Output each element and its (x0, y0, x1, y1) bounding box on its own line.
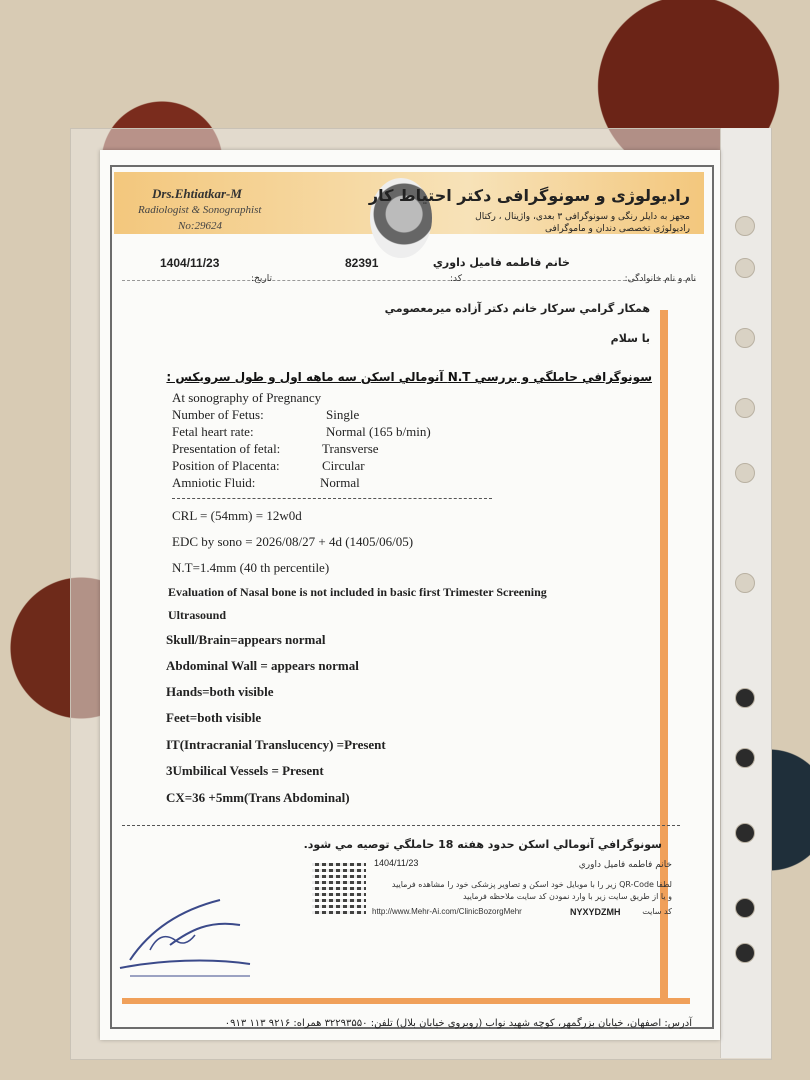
doctor-title-latin: Radiologist & Sonographist (138, 204, 262, 216)
patient-code: 82391 (345, 256, 379, 270)
clinic-title-persian: رادیولوژی و سونوگرافی دکتر احتیاط کار (368, 186, 690, 205)
report-paper (100, 150, 720, 1040)
punch-hole (735, 258, 755, 278)
footer-bar (122, 998, 690, 1004)
qr-patient-name: خانم فاطمه فامیل داوري (578, 860, 672, 870)
punch-hole (735, 823, 755, 843)
punch-hole (735, 898, 755, 918)
code-label: کد: (449, 274, 462, 284)
site-code-label: کد سایت (642, 907, 672, 916)
hands-finding: Hands=both visible (166, 684, 274, 699)
info-dotted-line (122, 280, 696, 281)
doctor-license-number: No:29624 (178, 220, 222, 232)
clinic-services-line1: مجهز به دایلر رنگی و سونوگرافی ۳ بعدی، واژینال ، رکتال (475, 212, 690, 222)
salutation: با سلام (610, 332, 650, 345)
punch-hole (735, 398, 755, 418)
fetus-value: Single (326, 407, 360, 422)
qr-date: 1404/11/23 (374, 858, 419, 868)
punch-hole (735, 573, 755, 593)
fluid-value: Normal (320, 475, 360, 490)
recommendation: سونوگرافي آنومالي اسکن حدود هفته 18 حاملگي توصیه مي شود. (303, 838, 662, 851)
placenta-value: Circular (322, 458, 365, 473)
site-code: NYXYDZMH (570, 907, 621, 917)
findings-heading: At sonography of Pregnancy (172, 390, 322, 405)
clinic-services-line2: رادیولوژی تخصصی دندان و ماموگرافی (545, 224, 690, 234)
qr-instructions-1: لطفا QR-Code زیر را با موبایل خود اسکن و تصاویر پزشکی خود را مشاهده فرمایید (391, 880, 672, 889)
fhr-label: Fetal heart rate: (172, 424, 254, 439)
nt-line: N.T=1.4mm (40 th percentile) (172, 560, 330, 575)
fhr-value: Normal (165 b/min) (326, 424, 431, 439)
skull-finding: Skull/Brain=appears normal (166, 632, 326, 647)
nasal-bone-note: Evaluation of Nasal bone is not included in basic first Trimester Screening (168, 585, 547, 599)
feet-finding: Feet=both visible (166, 710, 262, 725)
vessels-finding: 3Umbilical Vessels = Present (166, 763, 324, 778)
punch-hole (735, 328, 755, 348)
referring-doctor: همکار گرامي سرکار خانم دکتر آزاده میرمعصومي (384, 302, 650, 315)
report-title: سونوگرافي حاملگي و بررسي N.T آنومالي اسکن سه ماهه اول و طول سرويکس : (166, 370, 652, 384)
patient-name: خانم فاطمه فامیل داوري (432, 256, 570, 269)
crl-line: CRL = (54mm) = 12w0d (172, 508, 302, 523)
qr-code (312, 860, 366, 914)
punch-hole (735, 688, 755, 708)
presentation-label: Presentation of fetal: (172, 441, 281, 456)
name-label: نام و نام خانوادگی: (624, 274, 696, 284)
doctor-name-latin: Drs.Ehtiatkar-M (152, 186, 242, 201)
punch-hole (735, 216, 755, 236)
presentation-value: Transverse (322, 441, 379, 456)
ultrasound-label: Ultrasound (168, 608, 227, 622)
results-url[interactable]: http://www.Mehr-Ai.com/ClinicBozorgMehr (372, 907, 522, 916)
report-date: 1404/11/23 (160, 256, 220, 270)
findings-separator (172, 498, 492, 499)
punch-hole (735, 943, 755, 963)
edc-line: EDC by sono = 2026/08/27 + 4d (1405/06/05) (172, 534, 414, 549)
punch-strip (720, 128, 771, 1058)
clinic-address: آدرس: اصفهان، خیابان بزرگمهر، کوچه شهید نواب (روبروی خیابان بلال) تلفن: ۳۲۲۹۳۵۵۰ همراه: ۹۲۱۶ ۱۱۳ ۰۹۱۳ (224, 1018, 692, 1029)
fetus-label: Number of Fetus: (172, 407, 264, 422)
doctor-signature-stamp (110, 890, 260, 980)
fluid-label: Amniotic Fluid: (172, 475, 256, 490)
bottom-separator (122, 825, 680, 826)
abdominal-finding: Abdominal Wall = appears normal (166, 658, 359, 673)
cx-finding: CX=36 +5mm(Trans Abdominal) (166, 790, 350, 805)
placenta-label: Position of Placenta: (172, 458, 280, 473)
it-finding: IT(Intracranial Translucency) =Present (166, 737, 386, 752)
qr-instructions-2: و یا از طریق سایت زیر با وارد نمودن کد سایت ملاحظه فرمایید (462, 892, 672, 901)
punch-hole (735, 463, 755, 483)
punch-hole (735, 748, 755, 768)
date-label: تاریخ: (251, 274, 272, 284)
